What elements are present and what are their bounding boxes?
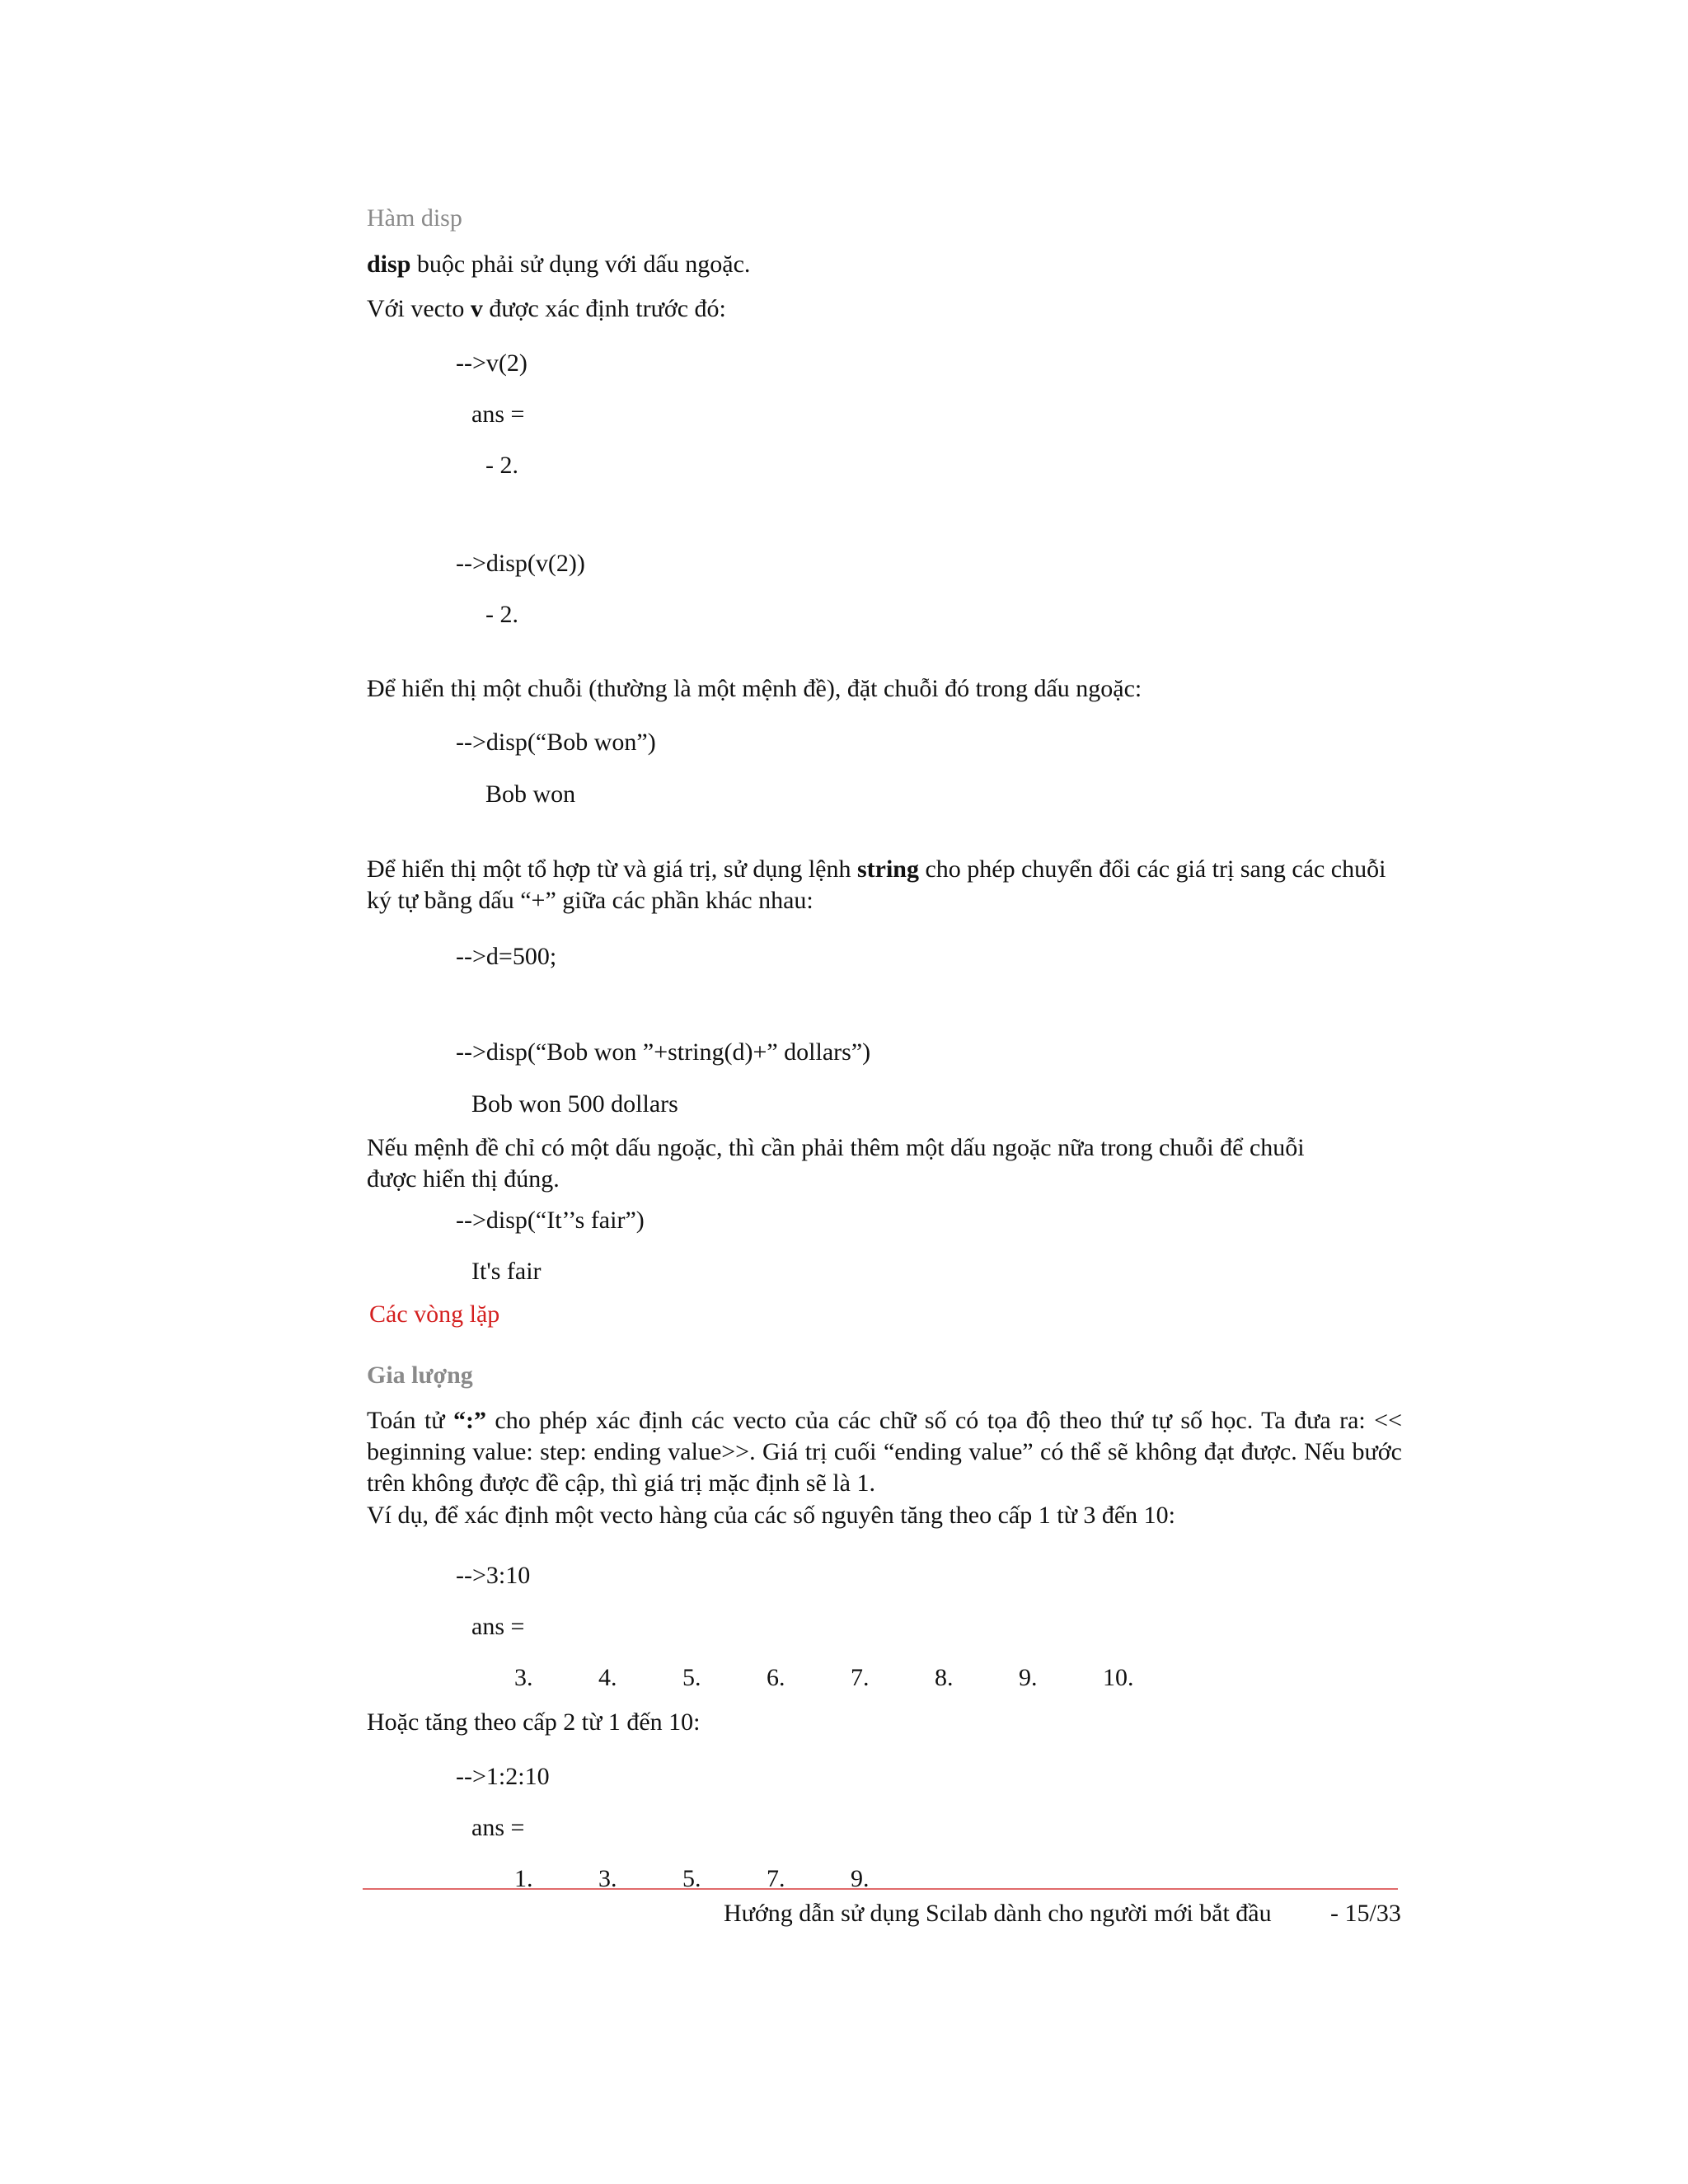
result-row-3-10 [514,1662,1157,1694]
code-ans: ans = [471,1613,525,1640]
code-output: Bob won [485,780,576,808]
combo-after: cho phép chuyển đổi các giá trị sang các chuỗi ký tự bằng dấu “+” giữa các phần khác nhau: [367,855,1386,914]
code-output: Bob won 500 dollars [471,1090,678,1118]
result-value: 9. [1019,1664,1038,1691]
code-output: It's fair [471,1258,542,1285]
result-value: 4. [598,1664,617,1691]
result-value: 6. [767,1664,785,1691]
paragraph-string-display: Để hiển thị một chuỗi (thường là một mệnh đề), đặt chuỗi đó trong dấu ngoặc: [367,675,1142,702]
code-line: -->1:2:10 [456,1763,550,1790]
footer-text: Hướng dẫn sử dụng Scilab dành cho người mới bắt đầu [724,1900,1272,1927]
code-output: - 2. [485,601,518,628]
result-value: 10. [1103,1664,1134,1691]
code-line: -->3:10 [456,1562,531,1589]
code-output: - 2. [485,452,518,479]
intro-text: buộc phải sử dụng với dấu ngoặc. [410,251,751,278]
colon-keyword: “:” [453,1407,486,1434]
result-value: 7. [851,1664,870,1691]
paragraph-operator [367,1405,1402,1499]
paragraph-step2: Hoặc tăng theo cấp 2 từ 1 đến 10: [367,1708,701,1736]
operator-after: cho phép xác định các vecto của các chữ số có tọa độ theo thứ tự số học. Ta đưa ra: << beginning value: step: ending value>>. Giá trị cuối “ending value” có thể sẽ không đạt được. Nếu bước trên không được đề cập, thì giá trị mặc định sẽ là 1. [367,1407,1402,1497]
code-line: -->disp(v(2)) [456,550,585,577]
paragraph-example: Ví dụ, để xác định một vecto hàng của các số nguyên tăng theo cấp 1 từ 3 đến 10: [367,1502,1175,1529]
v-keyword: v [470,295,483,322]
result-value: 8. [935,1664,954,1691]
code-line: -->disp(“Bob won”) [456,729,656,756]
code-line: -->disp(“Bob won ”+string(d)+” dollars”) [456,1038,871,1066]
vector-line [367,293,726,325]
section-title: Hàm disp [367,204,462,232]
result-row-1-2-10 [514,1863,926,1895]
result-value: 9. [851,1865,870,1892]
string-keyword: string [856,855,919,883]
code-line: -->disp(“It’’s fair”) [456,1207,645,1234]
code-ans: ans = [471,401,525,428]
result-value: 3. [598,1865,617,1892]
code-ans: ans = [471,1814,525,1841]
footer-rule [363,1888,1398,1890]
combo-before: Để hiển thị một tổ hợp từ và giá trị, sử dụng lệnh [367,855,857,883]
paragraph-combo [367,854,1389,916]
operator-before: Toán tử [367,1407,453,1434]
paragraph-quote: Nếu mệnh đề chỉ có một dấu ngoặc, thì cần phải thêm một dấu ngoặc nữa trong chuỗi để chuỗi được hiển thị đúng. [367,1134,1305,1193]
code-line: -->d=500; [456,943,557,970]
vector-line-before: Với vecto [367,295,471,322]
result-value: 1. [514,1865,533,1892]
heading-increment: Gia lượng [367,1361,473,1389]
result-value: 7. [767,1865,785,1892]
result-value: 3. [514,1664,533,1691]
result-value: 5. [682,1664,701,1691]
code-line: -->v(2) [456,349,528,377]
disp-keyword: disp [367,251,411,278]
result-value: 5. [682,1865,701,1892]
vector-line-after: được xác định trước đó: [482,295,726,322]
page-number: - 15/33 [1330,1900,1401,1927]
heading-loops: Các vòng lặp [369,1301,500,1328]
intro-line [367,249,750,280]
